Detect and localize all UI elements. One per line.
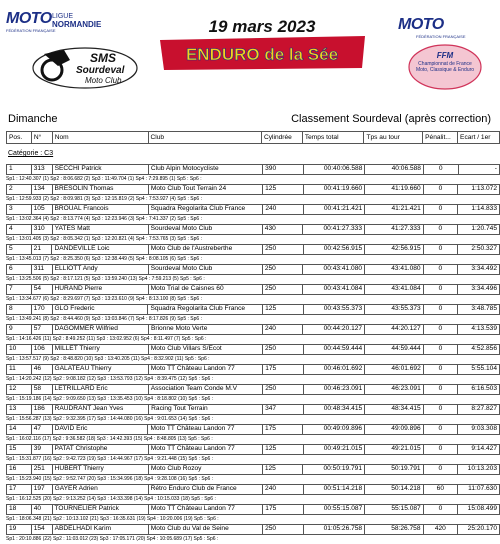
event-date: 19 mars 2023: [209, 17, 316, 36]
row-club: Moto Club du Val de Seine: [148, 525, 262, 535]
row-num: 313: [31, 165, 52, 175]
row-total: 00:49:21.015: [303, 445, 365, 455]
row-club: Moto Trial de Caisnes 60: [148, 285, 262, 295]
row-pen: 0: [423, 465, 458, 475]
row-pen: 0: [423, 405, 457, 415]
row-total: 00:49:09.896: [303, 425, 365, 435]
row-name: DANDEVILLE Loic: [52, 245, 148, 255]
row-num: 57: [31, 325, 52, 335]
row-pos: 19: [7, 525, 32, 535]
row-gap: 5:55.104: [458, 365, 500, 375]
row-total: 00:44:59.444: [303, 345, 365, 355]
row-gap: 9:03.308: [458, 425, 500, 435]
row-cyl: 125: [263, 445, 303, 455]
result-row: [6, 304, 500, 315]
row-club: Moto TT Château Landon 77: [148, 365, 262, 375]
row-name: SECCHI Patrick: [52, 165, 148, 175]
col-cyl: Cylindrée: [261, 132, 302, 144]
row-cyl: 250: [262, 265, 303, 275]
row-total: 00:44:20.127: [303, 325, 365, 335]
col-name: Nom: [52, 132, 148, 144]
row-club: Moto TT Château Landon 77: [148, 505, 262, 515]
ffm-right-federation: FÉDÉRATION FRANÇAISE: [416, 34, 466, 39]
row-pen: 0: [423, 445, 457, 455]
row-gap: 25:20.170: [458, 525, 500, 535]
result-row: [6, 344, 500, 355]
row-splits: Sp1 : 12:40.307 (1) Sp2 : 8:06.682 (2) Sp3 : 11:49.704 (1) Sp4 : 7:29.895 (1) Sp5 : Sp6 :: [6, 175, 500, 185]
row-pen: 0: [423, 185, 457, 195]
row-cyl: 250: [262, 345, 303, 355]
result-row: [6, 464, 500, 475]
row-name: HURAND Pierre: [52, 285, 148, 295]
row-pen: 0: [423, 305, 457, 315]
event-banner: [150, 12, 375, 72]
row-pen: 0: [423, 505, 457, 515]
row-name: GAYER Adrien: [52, 485, 148, 495]
row-pos: 9: [7, 325, 32, 335]
row-name: GALATEAU Thierry: [52, 365, 148, 375]
row-name: MILLET Thierry: [52, 345, 148, 355]
row-num: 105: [31, 205, 52, 215]
result-row: [6, 284, 500, 295]
row-cyl: 240: [263, 485, 303, 495]
row-total: 01:05:26.758: [303, 525, 365, 535]
ffm-federation-text: FÉDÉRATION FRANÇAISE: [6, 28, 86, 33]
row-pen: 0: [423, 385, 457, 395]
row-name: RAUDRANT Jean Yves: [52, 405, 149, 415]
row-splits: Sp1 : 13:34.677 (6) Sp2 : 8:29.697 (7) Sp3 : 13:23.610 (9) Sp4 : 8:13.100 (8) Sp5 : Sp6 :: [6, 295, 500, 305]
row-total: 00:43:41.084: [303, 285, 365, 295]
result-row: [6, 164, 500, 175]
row-club: Sourdeval Moto Club: [148, 265, 262, 275]
row-splits: Sp1 : 13:49.241 (8) Sp2 : 8:44.460 (9) Sp3 : 13:03.846 (7) Sp4 : 8:17.826 (9) Sp5 : Sp6 :: [6, 315, 500, 325]
row-pen: 0: [423, 245, 457, 255]
row-pos: 4: [7, 225, 32, 235]
row-club: Brionne Moto Verte: [148, 325, 262, 335]
row-name: HUBERT Thierry: [52, 465, 148, 475]
ffm-ligue-logo: [6, 10, 86, 40]
svg-text:FFM: FFM: [437, 51, 454, 60]
sourdeval-moto-club-logo: [30, 42, 140, 94]
row-pos: 7: [7, 285, 32, 295]
row-lap: 50:19.791: [365, 465, 424, 475]
championship-text: Championnat de France Moto, Classique & Enduro: [414, 61, 476, 73]
row-splits: Sp1 : 14:20.242 (12) Sp2 : 9:08.182 (12) Sp3 : 13:53.793 (12) Sp4 : 8:39.475 (12) Sp5 : Sp6 :: [6, 375, 500, 385]
row-pos: 16: [7, 465, 32, 475]
row-cyl: 250: [263, 525, 303, 535]
row-pen: 0: [423, 345, 457, 355]
row-num: 39: [31, 445, 52, 455]
row-pos: 10: [7, 345, 32, 355]
row-cyl: 125: [263, 185, 303, 195]
row-total: 00:40:06.588: [303, 165, 365, 175]
row-name: LETRILLARD Eric: [52, 385, 148, 395]
row-total: 00:41:21.421: [303, 205, 365, 215]
row-name: BROUAL Francois: [52, 205, 148, 215]
row-pen: 0: [423, 425, 458, 435]
row-splits: Sp1 : 16:02.116 (17) Sp2 : 9:36.582 (18) Sp3 : 14:42.393 (15) Sp4 : 8:48.805 (13) Sp5 : Sp6 :: [6, 435, 500, 445]
row-name: DAGOMMER Wilfried: [52, 325, 148, 335]
row-gap: 4:13.539: [458, 325, 500, 335]
result-row: [6, 244, 500, 255]
championship-badge: [406, 42, 484, 92]
row-club: Moto Club Rozoy: [148, 465, 262, 475]
row-lap: 44:59.444: [365, 345, 424, 355]
row-club: Racing Tout Terrain: [149, 405, 263, 415]
row-num: 311: [31, 265, 52, 275]
row-name: YATES Matt: [52, 225, 148, 235]
row-name: BRESOLIN Thomas: [52, 185, 148, 195]
row-splits: Sp1 : 13:01.405 (3) Sp2 : 8:05.342 (1) Sp3 : 12:20.821 (4) Sp4 : 7:53.765 (3) Sp5 : Sp6 :: [6, 235, 500, 245]
row-gap: -: [458, 165, 499, 175]
row-pos: 5: [7, 245, 32, 255]
row-lap: 41:19.660: [365, 185, 423, 195]
row-lap: 43:41.080: [365, 265, 424, 275]
row-lap: 41:21.421: [365, 205, 423, 215]
result-row: [6, 224, 500, 235]
row-pos: 2: [7, 185, 32, 195]
row-splits: Sp1 : 18:06.348 (21) Sp2 : 10:13.102 (21) Sp3 : 16:35.631 (19) Sp4 : 10:20.006 (19) Sp5 : Sp6 :: [6, 515, 500, 525]
row-gap: 1:14.833: [458, 205, 500, 215]
row-club: Association Team Conde M.V: [148, 385, 263, 395]
row-total: 00:55:15.087: [303, 505, 365, 515]
club-logo-line2: Sourdeval: [76, 65, 125, 76]
row-lap: 49:09.896: [365, 425, 424, 435]
row-num: 47: [31, 425, 52, 435]
row-splits: Sp1 : 15:23.940 (15) Sp2 : 9:52.747 (20) Sp3 : 15:34.996 (18) Sp4 : 9:28.108 (16) Sp5 : Sp6 :: [6, 475, 500, 485]
row-pos: 1: [7, 165, 32, 175]
row-total: 00:42:56.915: [303, 245, 365, 255]
row-club: Moto TT Château Landon 77: [148, 425, 263, 435]
row-lap: 42:56.915: [365, 245, 423, 255]
row-num: 251: [31, 465, 52, 475]
row-gap: 3:48.785: [458, 305, 500, 315]
row-num: 310: [31, 225, 52, 235]
row-gap: 15:08.499: [458, 505, 500, 515]
row-name: ELLIOTT Andy: [52, 265, 148, 275]
row-gap: 4:52.856: [458, 345, 500, 355]
row-club: Rétro Enduro Club de France: [148, 485, 262, 495]
row-num: 21: [31, 245, 52, 255]
row-club: Squadra Regolarita Club France: [148, 205, 263, 215]
row-pen: 420: [423, 525, 458, 535]
row-club: Moto Club Tout Terrain 24: [148, 185, 262, 195]
row-splits: Sp1 : 15:19.186 (14) Sp2 : 9:09.650 (13) Sp3 : 13:35.453 (10) Sp4 : 8:18.802 (10) Sp5 : Sp6 :: [6, 395, 500, 405]
ligue-label: [52, 13, 101, 30]
row-cyl: 125: [263, 305, 303, 315]
row-club: Squadra Regolarita Club France: [148, 305, 263, 315]
row-name: GLO Frederic: [52, 305, 148, 315]
event-title: ENDURO de la Sée: [186, 45, 338, 64]
result-row: [6, 364, 500, 375]
doc-title: Classement Sourdeval (après correction): [291, 113, 491, 125]
row-total: 00:46:01.692: [303, 365, 365, 375]
row-club: Sourdeval Moto Club: [148, 225, 262, 235]
result-row: [6, 324, 500, 335]
ligue-text: LIGUE: [52, 13, 101, 21]
col-num: N°: [31, 132, 52, 144]
row-pen: 0: [423, 325, 458, 335]
row-lap: 50:14.218: [365, 485, 423, 495]
row-pos: 13: [7, 405, 32, 415]
result-row: [6, 424, 500, 435]
col-gap: Ecart / 1er: [458, 132, 500, 144]
row-pen: 0: [423, 265, 458, 275]
results-header: [6, 131, 500, 144]
row-splits: Sp1 : 12:59.933 (2) Sp2 : 8:09.981 (3) Sp3 : 12:15.819 (2) Sp4 : 7:53.927 (4) Sp5 : Sp6 :: [6, 195, 500, 205]
row-cyl: 250: [262, 285, 303, 295]
row-club: Club Alpin Motocycliste: [148, 165, 262, 175]
row-num: 154: [31, 525, 52, 535]
result-row: [6, 484, 500, 495]
row-splits: Sp1 : 15:56.287 (13) Sp2 : 9:32.395 (17) Sp3 : 14:44.080 (16) Sp4 : 9:01.653 (14) Sp5 : Sp6 :: [6, 415, 500, 425]
row-cyl: 347: [263, 405, 304, 415]
row-splits: Sp1 : 13:57.517 (9) Sp2 : 8:48.820 (10) Sp3 : 13:40.205 (11) Sp4 : 8:32.902 (11) Sp5 : Sp6 :: [6, 355, 500, 365]
row-splits: Sp1 : 16:12.525 (20) Sp2 : 9:13.252 (14) Sp3 : 14:33.398 (14) Sp4 : 10:15.033 (18) Sp5 : Sp6 :: [6, 495, 500, 505]
result-row: [6, 444, 500, 455]
row-lap: 49:21.015: [365, 445, 423, 455]
row-cyl: 240: [263, 205, 303, 215]
row-cyl: 390: [263, 165, 304, 175]
result-row: [6, 184, 500, 195]
ffm-championship-logo: [398, 10, 490, 95]
row-pos: 6: [7, 265, 32, 275]
row-name: ABDELHADI Karim: [52, 525, 148, 535]
row-gap: 1:20.745: [458, 225, 500, 235]
result-row: [6, 264, 500, 275]
col-lap: Tps au tour: [364, 132, 423, 144]
row-gap: 1:13.072: [458, 185, 500, 195]
row-pen: 60: [423, 485, 458, 495]
row-lap: 41:27.333: [365, 225, 424, 235]
row-splits: Sp1 : 20:10.886 (22) Sp2 : 11:03.012 (23) Sp3 : 17:05.171 (20) Sp4 : 10:05.689 (17) Sp5 : Sp6 :: [6, 535, 500, 544]
col-pen: Pénalit...: [423, 132, 458, 144]
category-label: Catégorie : C3: [8, 150, 53, 157]
col-total: Temps total: [302, 132, 364, 144]
row-pos: 15: [7, 445, 32, 455]
row-pen: 0: [423, 365, 457, 375]
row-lap: 58:26.758: [365, 525, 423, 535]
ffm-brand-text: MOTO: [6, 10, 52, 27]
row-num: 134: [31, 185, 52, 195]
row-pen: 0: [423, 205, 457, 215]
row-cyl: 240: [262, 325, 303, 335]
row-name: DAVID Eric: [52, 425, 148, 435]
row-club: Moto Club de l'Austreberthe: [148, 245, 262, 255]
row-total: 00:41:27.333: [303, 225, 365, 235]
row-splits: Sp1 : 13:25.506 (5) Sp2 : 8:17.121 (5) Sp3 : 13:59.240 (13) Sp4 : 7:59.213 (5) Sp5 : Sp6 :: [6, 275, 500, 285]
row-pos: 14: [7, 425, 32, 435]
row-splits: Sp1 : 14:16.426 (11) Sp2 : 8:49.252 (11) Sp3 : 13:02.952 (6) Sp4 : 8:11.497 (7) Sp5 : Sp6 :: [6, 335, 500, 345]
row-name: TOURNELIER Patrick: [52, 505, 148, 515]
row-lap: 40:06.588: [365, 165, 424, 175]
row-num: 186: [31, 405, 52, 415]
row-pos: 18: [7, 505, 32, 515]
row-total: 00:50:19.791: [303, 465, 365, 475]
row-total: 00:43:41.080: [303, 265, 365, 275]
results-body: [6, 164, 500, 544]
row-club: Moto TT Château Landon 77: [148, 445, 262, 455]
result-row: [6, 404, 500, 415]
row-num: 197: [31, 485, 52, 495]
row-cyl: 125: [262, 465, 303, 475]
row-num: 54: [31, 285, 52, 295]
row-cyl: 175: [262, 425, 303, 435]
result-row: [6, 384, 500, 395]
row-lap: 48:34.415: [365, 405, 424, 415]
row-gap: 10:13.203: [458, 465, 500, 475]
row-cyl: 175: [263, 505, 303, 515]
row-num: 170: [31, 305, 52, 315]
row-cyl: 250: [263, 245, 303, 255]
row-gap: 6:16.503: [458, 385, 500, 395]
row-cyl: 250: [263, 385, 303, 395]
ligue-region: NORMANDIE: [52, 20, 101, 29]
row-splits: Sp1 : 13:45.013 (7) Sp2 : 8:25.350 (6) Sp3 : 12:38.449 (5) Sp4 : 8:08.105 (6) Sp5 : Sp6 :: [6, 255, 500, 265]
row-gap: 3:34.496: [458, 285, 500, 295]
result-row: [6, 504, 500, 515]
row-gap: 3:34.492: [458, 265, 500, 275]
row-pen: 0: [423, 165, 458, 175]
row-total: 00:41:19.660: [303, 185, 365, 195]
row-total: 00:43:55.373: [303, 305, 365, 315]
row-gap: 8:27.827: [458, 405, 500, 415]
row-splits: Sp1 : 13:02.364 (4) Sp2 : 8:13.774 (4) Sp3 : 12:23.946 (3) Sp4 : 7:41.337 (2) Sp5 : Sp6 :: [6, 215, 500, 225]
ffm-right-brand: MOTO: [398, 16, 444, 34]
row-pos: 8: [7, 305, 32, 315]
result-row: [6, 204, 500, 215]
club-logo-line1: SMS: [90, 51, 116, 65]
row-cyl: 175: [263, 365, 303, 375]
row-gap: 2:50.327: [458, 245, 500, 255]
row-pos: 17: [7, 485, 32, 495]
row-pos: 12: [7, 385, 32, 395]
row-lap: 43:41.084: [365, 285, 424, 295]
row-cyl: 430: [262, 225, 303, 235]
page-header: [0, 0, 500, 100]
row-club: Moto Club Villars S/Ecot: [148, 345, 262, 355]
row-num: 106: [31, 345, 52, 355]
row-pos: 11: [7, 365, 32, 375]
row-num: 58: [31, 385, 52, 395]
row-gap: 9:14.427: [458, 445, 500, 455]
row-splits: Sp1 : 15:31.877 (16) Sp2 : 9:42.723 (19) Sp3 : 14:44.967 (17) Sp4 : 9:21.448 (15) Sp5 : Sp6 :: [6, 455, 500, 465]
row-lap: 55:15.087: [365, 505, 423, 515]
result-row: [6, 524, 500, 535]
row-pen: 0: [423, 225, 458, 235]
club-logo-line3: Moto Club: [85, 76, 122, 85]
row-pos: 3: [7, 205, 32, 215]
row-pen: 0: [423, 285, 458, 295]
row-total: 00:48:34.415: [303, 405, 365, 415]
row-num: 40: [31, 505, 52, 515]
doc-day: Dimanche: [8, 113, 58, 125]
row-num: 46: [31, 365, 52, 375]
row-lap: 46:01.692: [365, 365, 423, 375]
row-gap: 11:07.630: [458, 485, 500, 495]
row-name: PATAT Christophe: [52, 445, 148, 455]
row-total: 00:51:14.218: [303, 485, 365, 495]
row-lap: 46:23.091: [365, 385, 423, 395]
row-lap: 43:55.373: [365, 305, 423, 315]
row-total: 00:46:23.091: [303, 385, 365, 395]
col-pos: Pos.: [7, 132, 32, 144]
col-club: Club: [148, 132, 261, 144]
row-lap: 44:20.127: [365, 325, 424, 335]
